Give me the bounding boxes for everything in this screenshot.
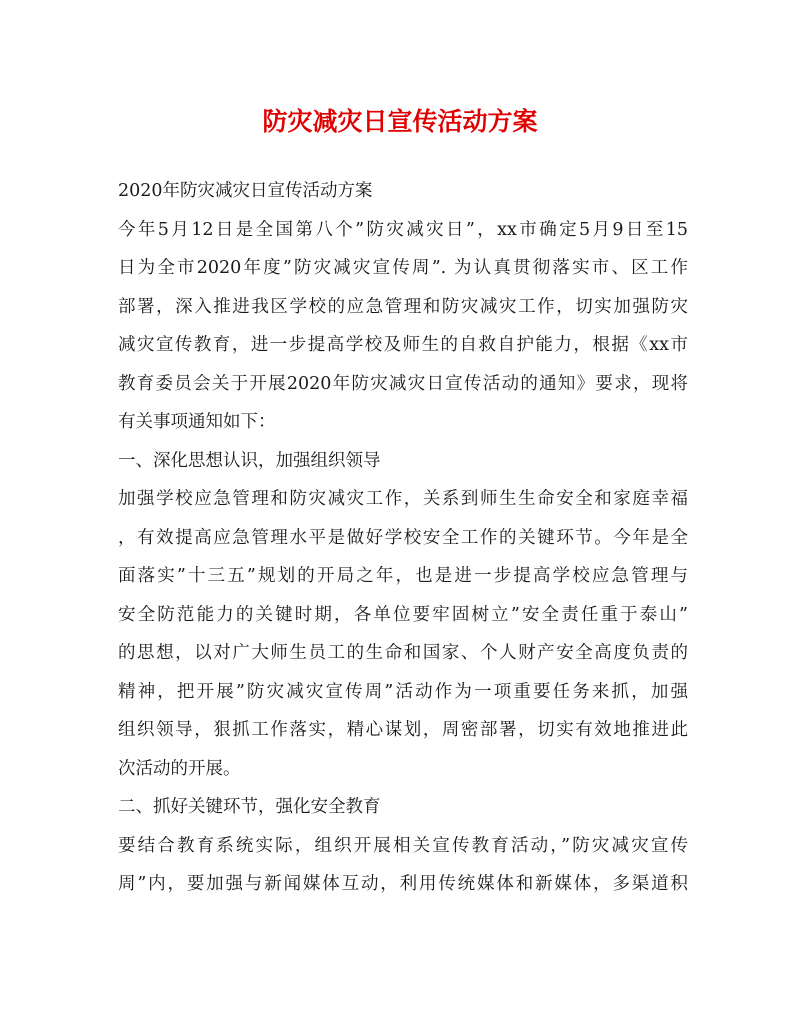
paragraph-line: 周”内，要加强与新闻媒体互动，利用传统媒体和新媒体，多渠道积 bbox=[118, 874, 688, 894]
paragraph-line: 要结合教育系统实际，组织开展相关宣传教育活动，”防灾减灾宣传 bbox=[118, 835, 688, 856]
paragraph-line: 减灾宣传教育，进一步提高学校及师生的自救自护能力，根据《xx市 bbox=[118, 335, 688, 355]
paragraph-line: 精神，把开展”防灾减灾宣传周”活动作为一项重要任务来抓，加强 bbox=[118, 681, 688, 702]
paragraph-line: 安全防范能力的关键时期，各单位要牢固树立”安全责任重于泰山” bbox=[118, 604, 688, 625]
section-heading: 二、抓好关键环节，强化安全教育 bbox=[118, 797, 381, 817]
paragraph-line: 部署，深入推进我区学校的应急管理和防灾减灾工作，切实加强防灾 bbox=[118, 296, 688, 317]
paragraph-line: 加强学校应急管理和防灾减灾工作，关系到师生生命安全和家庭幸福 bbox=[118, 489, 688, 509]
document-body bbox=[118, 172, 688, 904]
paragraph-line: 日为全市2020年度”防灾减灾宣传周”. 为认真贯彻落实市、区工作 bbox=[118, 258, 688, 278]
paragraph-line: 有关事项通知如下： bbox=[118, 412, 276, 432]
subtitle-line: 2020年防灾减灾日宣传活动方案 bbox=[118, 181, 373, 201]
paragraph-line: 的思想，以对广大师生员工的生命和国家、个人财产安全高度负责的 bbox=[118, 643, 688, 663]
paragraph-line: 教育委员会关于开展2020年防灾减灾日宣传活动的通知》要求，现将 bbox=[118, 373, 688, 394]
paragraph-line: 次活动的开展。 bbox=[118, 758, 241, 779]
paragraph-line: 组织领导，狠抓工作落实，精心谋划，周密部署，切实有效地推进此 bbox=[118, 720, 688, 740]
paragraph-line: 面落实”十三五”规划的开局之年，也是进一步提高学校应急管理与 bbox=[118, 566, 688, 586]
document-title: 防灾减灾日宣传活动方案 bbox=[262, 107, 538, 136]
paragraph-line: 今年5月12日是全国第八个”防灾减灾日”，xx市确定5月9日至15 bbox=[118, 219, 688, 240]
paragraph-line: ，有效提高应急管理水平是做好学校安全工作的关键环节。今年是全 bbox=[118, 527, 688, 548]
section-heading: 一、深化思想认识，加强组织领导 bbox=[118, 450, 381, 471]
